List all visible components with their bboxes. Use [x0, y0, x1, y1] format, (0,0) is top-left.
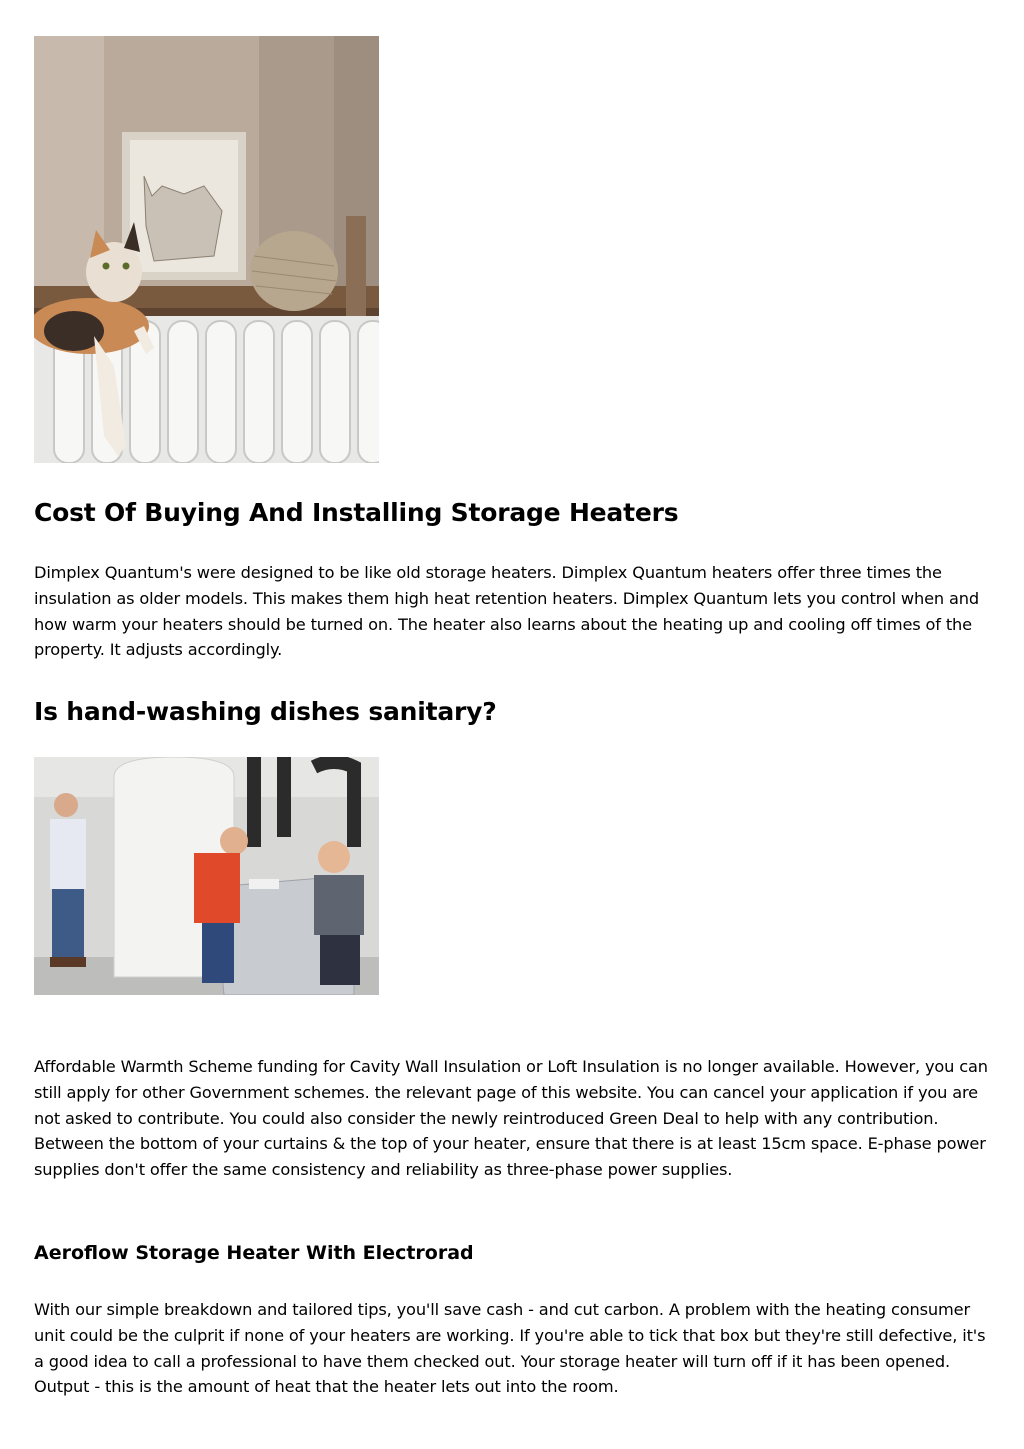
section-paragraph-aeroflow: With our simple breakdown and tailored tips, you'll save cash - and cut carbon. A problem with the heating consumer unit could be the culprit if none of your heaters are working. If you're able to tick that box but they're still defective, it's a good idea to call a professional to have them checked out. Your storage heater will turn off if it has been opened. Output - this is the amount of heat that the heater lets out into the room. — [34, 1300, 986, 1397]
section-paragraph-cost: Dimplex Quantum's were designed to be like old storage heaters. Dimplex Quantum heaters offer three times the insulation as older models. This makes them high heat retention heaters. Dimplex Quantum lets you control when and how warm your heaters should be turned on. The heater also learns about the heating up and cooling off times of the property. It adjusts accordingly. — [34, 563, 980, 660]
heat-pump-photo — [34, 757, 379, 995]
section-heading-aeroflow: Aeroflow Storage Heater With Electrorad — [34, 1242, 474, 1264]
cat-radiator-photo — [34, 36, 379, 463]
section-heading-hand-washing: Is hand-washing dishes sanitary? — [34, 697, 497, 726]
section-heading-cost: Cost Of Buying And Installing Storage Heaters — [34, 498, 679, 527]
section-paragraph-hand-washing: Affordable Warmth Scheme funding for Cavity Wall Insulation or Loft Insulation is no longer available. However, you can still apply for other Government schemes. the relevant page of this website. You can cancel your application if you are not asked to contribute. You could also consider the newly reintroduced Green Deal to help with any contribution. Between the bottom of your curtains & the top of your heater, ensure that there is at least 15cm space. E-phase power supplies don't offer the same consistency and reliability as three-phase power supplies. — [34, 1057, 988, 1180]
